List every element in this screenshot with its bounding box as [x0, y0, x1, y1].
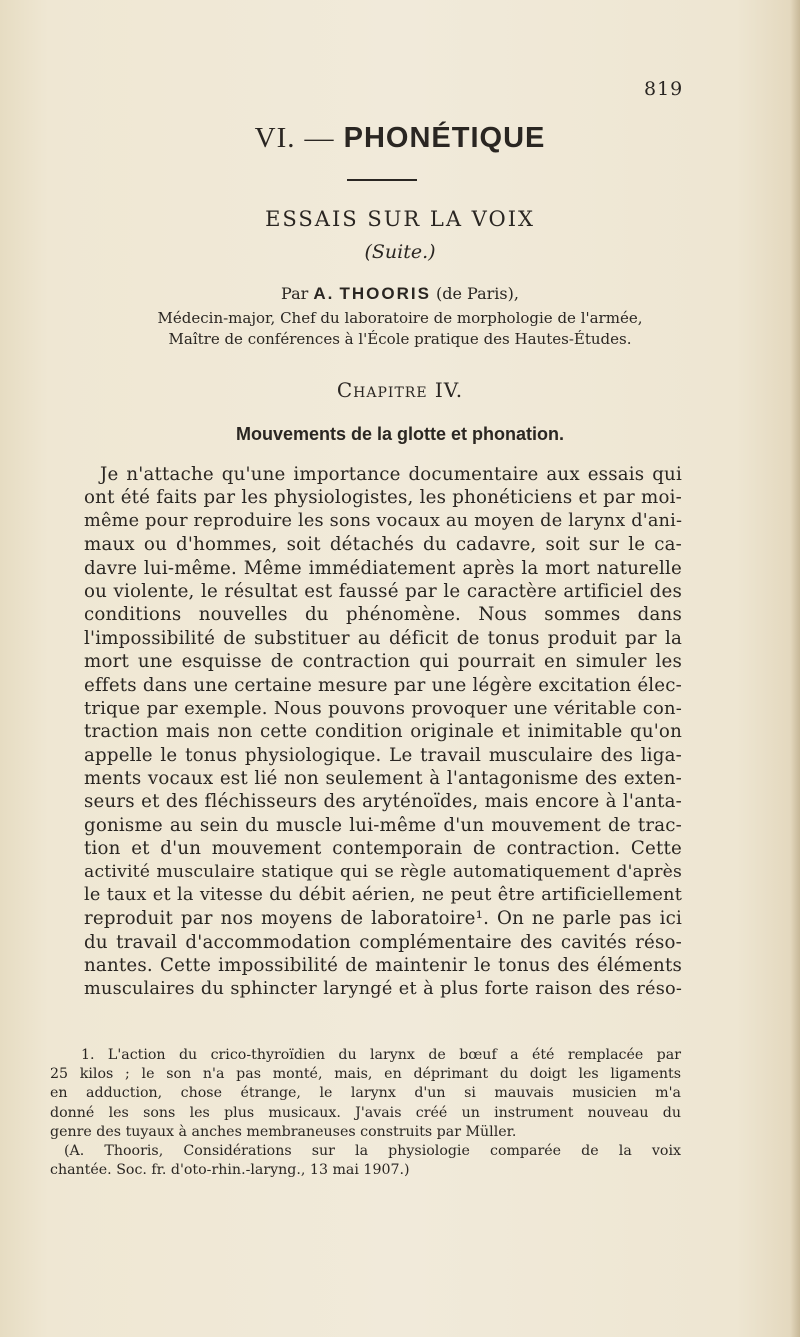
chapter-title: Mouvements de la glotte et phonation. — [235, 424, 565, 444]
section-title: PHONÉTIQUE — [343, 122, 546, 154]
body-line: maux ou d'hommes, soit détachés du cadavre, soit sur le ca- — [84, 534, 682, 556]
body-line: Je n'attache qu'une importance documentaire aux essais qui — [100, 464, 682, 485]
divider-rule — [347, 179, 417, 181]
footnote-line: (A. Thooris, Considérations sur la physiologie comparée de la voix — [64, 1142, 681, 1159]
footnote-line: 25 kilos ; le son n'a pas monté, mais, en déprimant du doigt les ligaments — [50, 1066, 681, 1083]
footnote-line: genre des tuyaux à anches membraneuses construits par Müller. — [50, 1123, 517, 1140]
body-line: ont été faits par les physiologistes, les phonéticiens et par moi- — [84, 487, 682, 509]
author-name: THOORIS — [339, 284, 431, 303]
body-line: gonisme au sein du muscle lui-même d'un mouvement de trac- — [84, 814, 682, 836]
author-affiliation-2: Maître de conférences à l'École pratique des Hautes-Études. — [168, 330, 632, 348]
body-line: conditions nouvelles du phénomène. Nous sommes dans — [84, 604, 682, 626]
body-line: musculaires du sphincter laryngé et à plus forte raison des réso- — [84, 978, 682, 999]
body-text — [84, 463, 682, 1001]
body-line: l'impossibilité de substituer au déficit de tonus produit par la — [84, 627, 682, 649]
body-line: nantes. Cette impossibilité de maintenir le tonus des éléments — [84, 955, 682, 977]
chapter-label: Chapitre IV. — [336, 378, 464, 402]
byline — [0, 284, 800, 304]
essay-suite: (Suite.) — [364, 241, 436, 263]
body-line: ou violente, le résultat est faussé par le caractère artificiel des — [84, 580, 682, 602]
section-number: VI. — [254, 122, 296, 154]
footnote-line: chantée. Soc. fr. d'oto-rhin.-laryng., 13 mai 1907.) — [50, 1162, 410, 1179]
body-line: davre lui-même. Même immédiatement après la mort naturelle — [84, 557, 682, 579]
body-line: même pour reproduire les sons vocaux au moyen de larynx d'ani- — [84, 510, 683, 531]
footnote-line: 1. L'action du crico-thyroïdien du larynx de bœuf a été remplacée par — [81, 1047, 681, 1063]
body-line: tion et d'un mouvement contemporain de contraction. Cette — [84, 838, 682, 860]
body-line: appelle le tonus physiologique. Le travail musculaire des liga- — [84, 744, 682, 766]
body-line: trique par exemple. Nous pouvons provoquer une véritable con- — [84, 697, 682, 719]
body-line: reproduit par nos moyens de laboratoire¹. On ne parle pas ici — [84, 908, 682, 930]
page-edge-shadow — [790, 0, 800, 1337]
author-affiliation-1: Médecin-major, Chef du laboratoire de morphologie de l'armée, — [157, 309, 643, 327]
body-line: effets dans une certaine mesure par une légère excitation élec- — [84, 674, 682, 696]
footnote-line: donné les sons les plus musicaux. J'avais créé un instrument nouveau du — [50, 1104, 681, 1121]
body-line: traction mais non cette condition originale et inimitable qu'on — [84, 721, 682, 743]
body-line: seurs et des fléchisseurs des aryténoïdes, mais encore à l'anta- — [84, 791, 682, 813]
body-line: mort une esquisse de contraction qui pourrait en simuler les — [84, 651, 682, 673]
author-initial: A. — [313, 284, 335, 303]
body-line: du travail d'accommodation complémentaire des cavités réso- — [84, 931, 682, 953]
body-line: ments vocaux est lié non seulement à l'antagonisme des exten- — [84, 768, 682, 790]
page-number: 819 — [644, 78, 684, 100]
body-line: le taux et la vitesse du débit aérien, ne peut être artificiellement — [84, 885, 682, 906]
footnote-line: en adduction, chose étrange, le larynx d'un si mauvais musicien m'a — [50, 1085, 681, 1102]
essay-title: ESSAIS SUR LA VOIX — [265, 207, 535, 231]
byline-prefix: Par — [281, 284, 309, 303]
section-heading — [0, 122, 800, 155]
author-city: (de Paris), — [436, 284, 519, 303]
body-line: activité musculaire statique qui se règle automatiquement d'après — [84, 861, 682, 882]
section-dash: — — [304, 122, 335, 154]
footnotes — [50, 1046, 681, 1180]
